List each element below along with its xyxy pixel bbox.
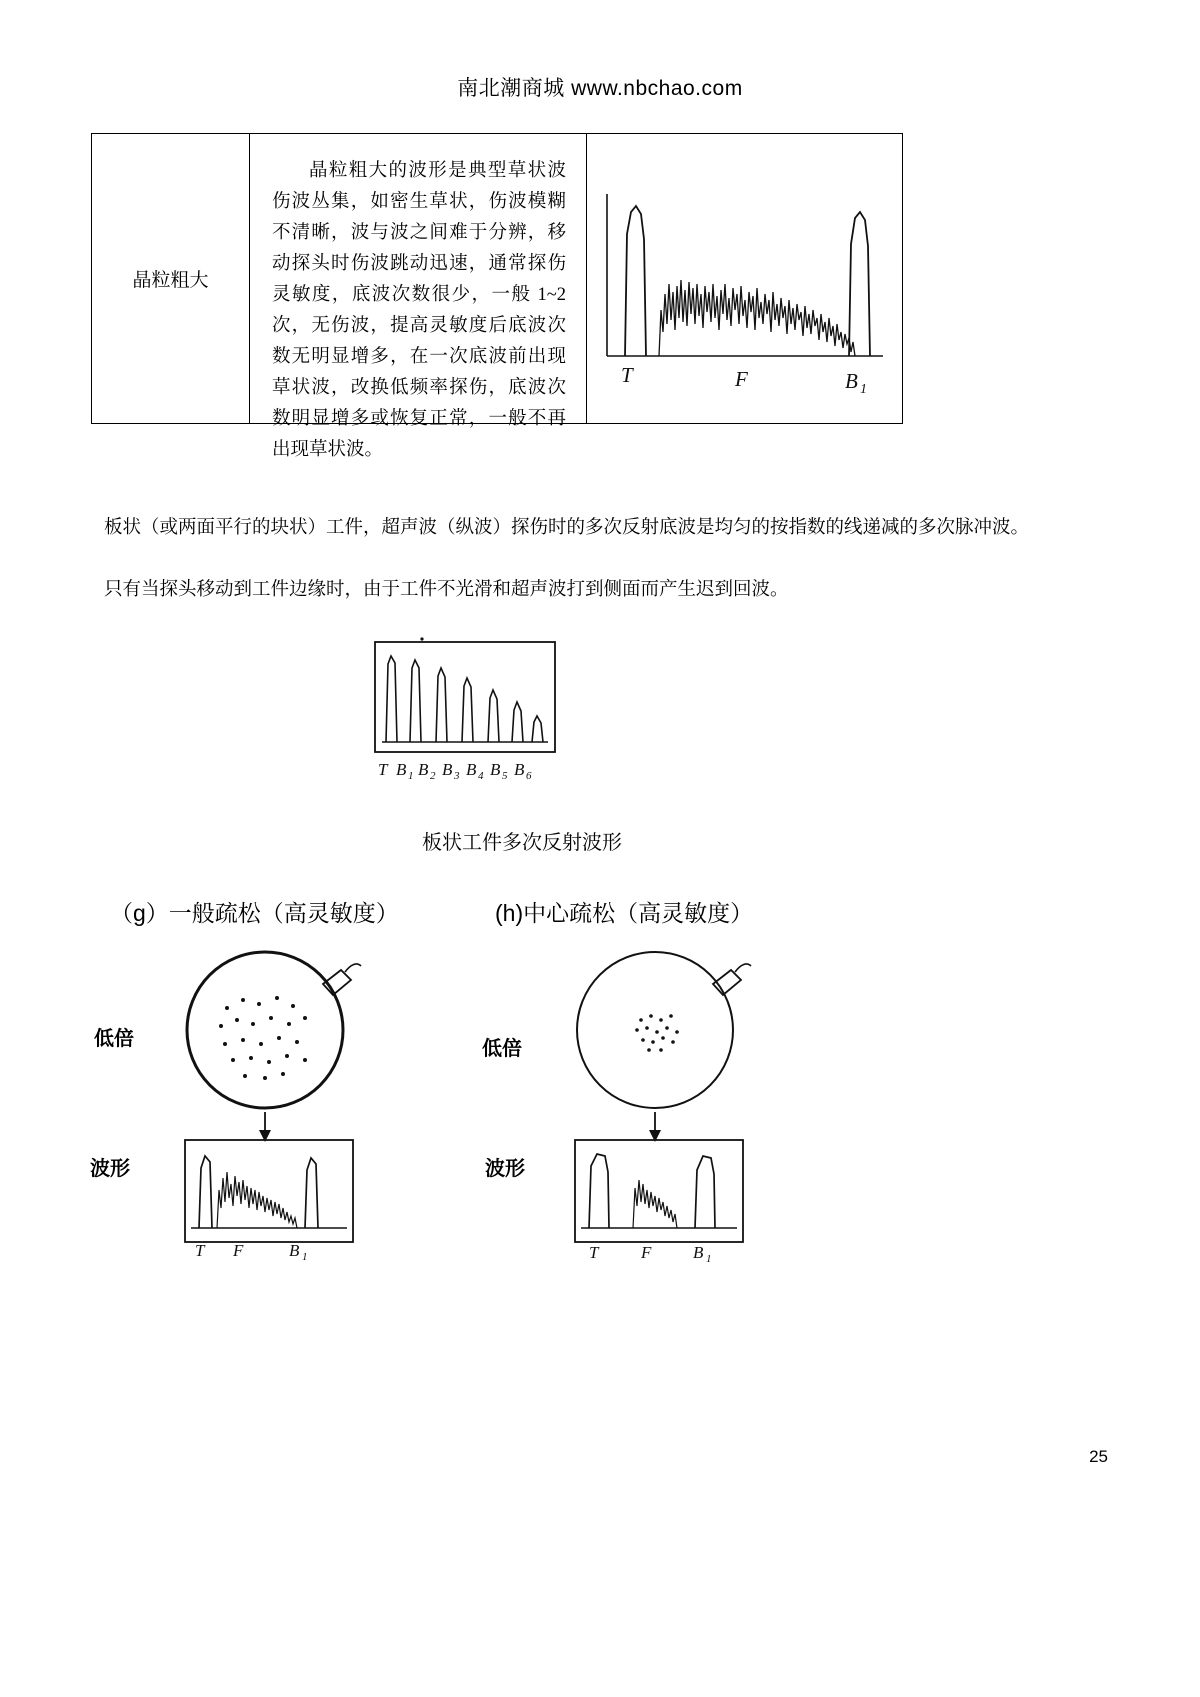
table-description-text: 晶粒粗大的波形是典型草状波伤波丛集，如密生草状，伤波模糊不清晰，波与波之间难于分辨，移动探头时伤波跳动迅速，通常探伤灵敏度，底波次数很少，一般 1~2 次，无伤波，提高灵敏度后底波次数无明显增多，在一次底波前出现草状波，改换低频率探伤，底波次数明显增多或恢复正常，一般不再出现草状波。 [272, 161, 566, 460]
paragraph-2: 只有当探头移动到工件边缘时，由于工件不光滑和超声波打到侧面而产生迟到回波。 [104, 580, 789, 600]
plate-label-B1: B [396, 760, 407, 779]
section-title-g: （g）一般疏松（高灵敏度） [110, 900, 399, 926]
plate-echo-svg [360, 630, 580, 800]
diagram-general-porosity [155, 940, 415, 1275]
diagram-center-porosity [545, 940, 805, 1275]
diagram-h-label-F: F [641, 1243, 652, 1262]
plate-figure-caption: 板状工件多次反射波形 [422, 832, 622, 854]
plate-multiple-echo-figure [360, 630, 580, 790]
plate-label-B6: B [514, 760, 525, 779]
diagram-g-label-F: F [233, 1241, 244, 1260]
table-cell-description [250, 134, 587, 460]
svg-text:5: 5 [502, 770, 508, 782]
section-title-h: (h)中心疏松（高灵敏度） [495, 900, 754, 926]
plate-label-B2: B [418, 760, 429, 779]
paragraph-1: 板状（或两面平行的块状）工件，超声波（纵波）探伤时的多次反射底波是均匀的按指数的线递减的多次脉冲波。 [104, 518, 1030, 538]
table-cell-label [92, 134, 250, 423]
table-label-text: 晶粒粗大 [132, 270, 209, 291]
diagram-g-label-T: T [195, 1241, 205, 1260]
diagram-h-label-B1: B [693, 1243, 704, 1262]
wave-label-T: T [621, 363, 633, 387]
label-h-low-magnification: 低倍 [482, 1038, 522, 1060]
plate-label-T: T [378, 760, 388, 779]
svg-text:1: 1 [408, 770, 414, 782]
diagram-h-label-T: T [589, 1243, 599, 1262]
svg-text:6: 6 [526, 770, 532, 782]
description-table [91, 133, 903, 460]
wave-label-F: F [735, 367, 748, 391]
coarse-grain-waveform-svg [587, 134, 903, 423]
label-g-low-magnification: 低倍 [94, 1028, 134, 1050]
page-number: 25 [1089, 1447, 1108, 1466]
diagram-g-label-B1: B [289, 1241, 300, 1260]
svg-text:3: 3 [454, 770, 460, 782]
svg-text:2: 2 [430, 770, 436, 782]
label-h-waveform: 波形 [485, 1158, 525, 1180]
label-g-waveform: 波形 [90, 1158, 130, 1180]
plate-label-B4: B [466, 760, 477, 779]
page-header: 南北潮商城 www.nbchao.com [457, 77, 743, 100]
diagram-g-svg [155, 940, 415, 1270]
diagram-h-svg [545, 940, 805, 1270]
svg-text:1: 1 [706, 1253, 712, 1265]
table-cell-waveform [587, 134, 902, 423]
svg-text:4: 4 [478, 770, 484, 782]
wave-label-B1-sub: 1 [860, 382, 867, 397]
plate-label-B3: B [442, 760, 453, 779]
svg-text:1: 1 [302, 1251, 308, 1263]
plate-label-B5: B [490, 760, 501, 779]
wave-label-B1: B [845, 369, 858, 393]
porosity-dots-g [219, 996, 307, 1080]
porosity-dots-h [635, 1014, 679, 1052]
